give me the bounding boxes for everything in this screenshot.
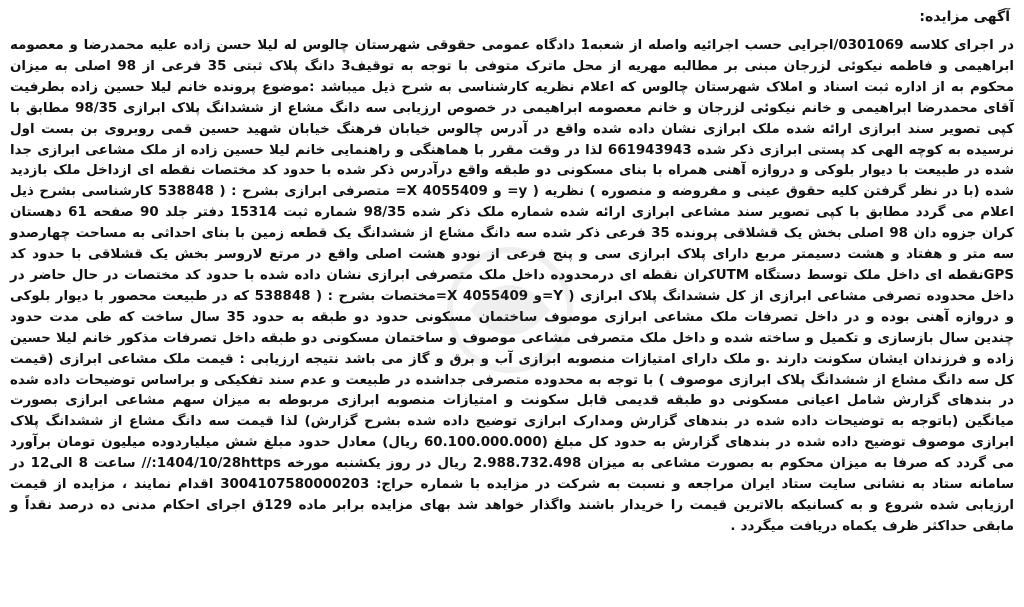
notice-page [8,4,1016,603]
notice-title: آگهی مزایده: [919,9,1010,25]
notice-body: در اجرای کلاسه 0301069/اجرایی حسب اجرائیه واصله از شعبه1 دادگاه عمومی حقوقی شهرستان چالوس له لیلا حسن زاده علیه محمدرضا و معصومه ابراهیمی و فاطمه نیکوئی لزرجان مبنی بر مطالبه مهریه از محل ماترک متوفی با توجه به توقیف3 دانگ پلاک ثبتی 35 فرعی از 98 اصلی به میزان محکوم به از اداره ثبت اسناد و املاک شهرستان چالوس که اعلام نظریه کارشناسی به شرح ذیل میباشد :موضوع پرونده خانم لیلا حسین زاده بطرفیت آقای محمدرضا ابراهیمی و خانم نیکوئی لزرجان و خانم معصومه ابراهیمی در خصوص ارزیابی سه دانگ مشاع از ششدانگ پلاک ابرازی 98/35 مطابق با کپی تصویر سند ابرازی ارائه شده ملک ابرازی نشان داده شده واقع در آدرس چالوس خیابان فرهنگ خیابان شهید حسین قمی روبروی بن بست اول نرسیده به کوچه الهی کد پستی ابرازی ذکر شده 661943943 لذا در وقت مقرر با هماهنگی و راهنمایی خانم لیلا حسین زاده از ملک مشاعی ابرازی جدا شده در طبیعت با دیوار بلوکی و دروازه آهنی همراه با بنای مسکونی دو طبقه واقع درآدرس ذکر شده با حدود کد مختصات نقطه ای ازداخل ملک بازدید شده (با در نظر گرفتن کلیه حقوق عینی و مفروضه و منصوره ) نظریه ( y= و 4055409 X= متصرفی ابرازی بشرح : ( 538848 کارشناسی بشرح ذیل اعلام می گردد مطابق با کپی تصویر سند مشاعی ابرازی ارائه شده شماره ملک ذکر شده 98/35 شماره ثبت 15314 دفتر جلد 90 صفحه 61 دهستان کران جزوه دان 98 اصلی بخش یک قشلاقی پرونده 35 فرعی ذکر شده سه دانگ مشاع از ششدانگ یک قطعه زمین با بنای احداثی به مساحت چهارصدو سه متر و هفتاد و هشت دسیمتر مربع دارای پلاک ابرازی سی و پنج فرعی از نودو هشت اصلی واقع در مرتع لاروسر بخش یک قشلاقی با حدود کد GPSنقطه ای داخل ملک توسط دستگاه UTMکران نقطه ای درمحدوده داخل ملک متصرفی ابرازی نشان داده شده با حدود کد مختصات در حال حاضر در داخل محدوده تصرفی مشاعی ابرازی از کل ششدانگ پلاک ابرازی ( Y=و 4055409 X=مختصات بشرح : ( 538848 که در طبیعت محصور با دیوار بلوکی و دروازه آهنی بوده و در داخل تصرفات ملک مشاعی ابرازی موصوف ساختمان مسکونی حدود دو طبقه به حدود 35 سال ساخت که طی مدت حدود چندین سال بازسازی و تکمیل و ساخته شده و داخل ملک متصرفی مشاعی موصوف و ساختمان مسکونی دو طبقه داخل تصرفات مذکور خانم لیلا حسین زاده و فرزندان ایشان سکونت دارند .و ملک دارای امتیازات منصوبه ابرازی آب و برق و گاز می باشد نتیجه ارزیابی : قیمت ملک مشاعی ابرازی (قیمت کل سه دانگ مشاع از ششدانگ پلاک ابرازی موصوف ) با توجه به محدوده متصرفی جداشده در طبیعت و عدم سند تفکیکی و براساس توضیحات داده شده در بندهای گزارش شامل اعیانی مسکونی دو طبقه قدیمی قابل سکونت و امتیازات منصوبه ابرازی مربوطه به میزان سهم مشاعی ابرازی بصورت میانگین (باتوجه به توضیحات داده شده در بندهای گزارش ومدارک ابرازی توضیح داده شده بشرح گزارش) لذا قیمت سه دانگ مشاع از ششدانگ پلاک ابرازی موصوف توضیح داده شده در بندهای گزارش به حدود کل مبلغ (60.100.000.000 ریال) معادل حدود مبلغ شش میلیاردوده میلیون تومان برآورد می گردد که صرفا به میزان محکوم به بصورت مشاعی به میزان 2.988.732.498 ریال در روز یکشنبه مورخه 1404/10/28https:// ساعت 8 الی12 در سامانه ستاد به نشانی سایت ستاد ایران مراجعه و نسبت به شرکت در مزایده با شماره حراج: 3004107580000203 اقدام نمایند ، مزایده از قیمت ارزیابی شده شروع و به کسانیکه بالاترین قیمت را خریدار باشند واگذار خواهد شد بهای مزایده برابر ماده 129ق اجرای احکام مدنی ده درصد نقداً و مابقی حداکثر ظرف یکماه دریافت میگردد . [10,38,1015,534]
